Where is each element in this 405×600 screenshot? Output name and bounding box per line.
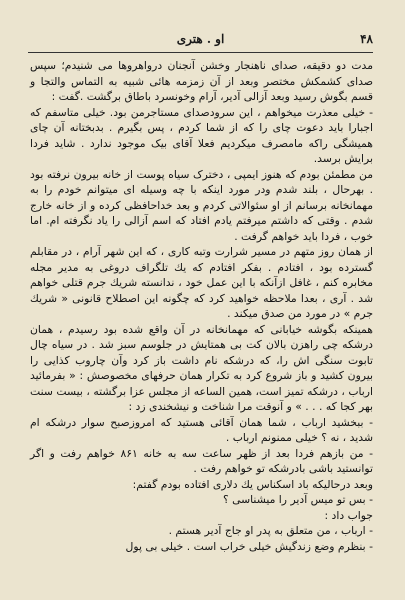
paragraph: - خیلی معذرت میخواهم ، این سرودصدای مستاجرمن بود. خیلی متاسفم که اجبارا باید دعوت چای را که از شما کردم ، پس بگیرم . بدبختانه آن چای همیشگی راکه مامصرف میکردیم فعلا آقای بیک موجود ندارد . شاید فردا برایش برسد. — [30, 105, 373, 165]
paragraph: از همان روز متهم در مسیر شرارت وتبه کاری ، که این شهر آرام ، در مقابلم گسترده بود ، افتادم . بفکر افتادم که یك تلگراف دروغی به مدیر مجله مخابره کنم ، غافل ازآنکه با این عمل خود ، ندانسته شریك جرم قتلی خواهم شد . آری ، بعدا ملاحظه خواهید کرد که چگونه این اصطلاح قانونی « شریك جرم » در مورد من صدق میکند . — [30, 245, 373, 320]
paragraph: وبعد درحالیکه باد اسکناس یك دلاری افتاده بودم گفتم: — [132, 477, 373, 491]
paragraph: - ببخشید ارباب ، شما همان آقائی هستید که امروزصبح سوار درشکه ام شدید ، نه ؟ خیلی ممنونم ارباب . — [30, 415, 373, 444]
paragraph: - من بازهم فردا بعد از ظهر ساعت سه به خانه ۸۶۱ خواهم رفت و اگر توانستید باشی بادرشکه تو خواهم رفت . — [30, 446, 373, 475]
page-header — [28, 30, 373, 50]
body-text — [30, 58, 373, 584]
running-title: او . هتری — [176, 32, 225, 46]
paragraph: مدت دو دقیقه، صدای ناهنجار وخشن آنجنان درواهروها می شنیدم؛ سپس صدای کشمکش مختصر وبعد از آن زمزمه هائی شبیه به التماس والتجا و قسم بگوش رسید وبعد آزالی آدیر، آرام وخونسرد باطاق برگشت .گفت : — [30, 59, 373, 103]
paragraph: - ارباب ، من متعلق به پدر او جاج آدیر هستم . — [168, 524, 373, 537]
paragraph: من مطمئن بودم که هنوز ایمپی ، دخترک سیاه پوست از خانه بیرون نرفته بود . بهرحال ، بلند شدم ودر مورد اینکه با چه وسیله ای میتوانم خودم را به مهمانخانه برسانم از او سئوالاتی کردم و بعد خداحافظی کرده و از خانه خارج شدم . وقتی که داشتم میرفتم یادم افتاد که اسم آزالی را یاد نگرفته ام. اما خوب ، فردا باید خواهم گرفت . — [30, 167, 373, 243]
paragraph: همینکه بگوشه خیابانی که مهمانخانه در آن واقع شده بود رسیدم ، همان درشکه چی راهزن بالان کت بی همتایش در جلوسم سبز شد . در سیاه چال تابوت سنگی اش را، که درشکه نام داشت باز کرد وآن چاروب کذایی را بیرون کشید و باز شروع کرد به تکرار همان حرفهای مخصوصش : « بفرمائید ارباب ، درشکه تمیز است، همین الساعه از مجلس عزا برگشته ، بیست سنت بهر کجا که . . . » و آنوقت مرا شناخت و نیشخندی زد : — [30, 322, 373, 413]
paragraph: جواب داد : — [324, 508, 373, 522]
paragraph: - بنظرم وضع زندگیش خیلی خراب است . خیلی بی پول — [125, 539, 373, 553]
paragraph: - بس تو میس آدیر را میشناسی ؟ — [222, 493, 373, 506]
page-number: ۴۸ — [360, 32, 373, 46]
header-rule — [28, 52, 373, 53]
